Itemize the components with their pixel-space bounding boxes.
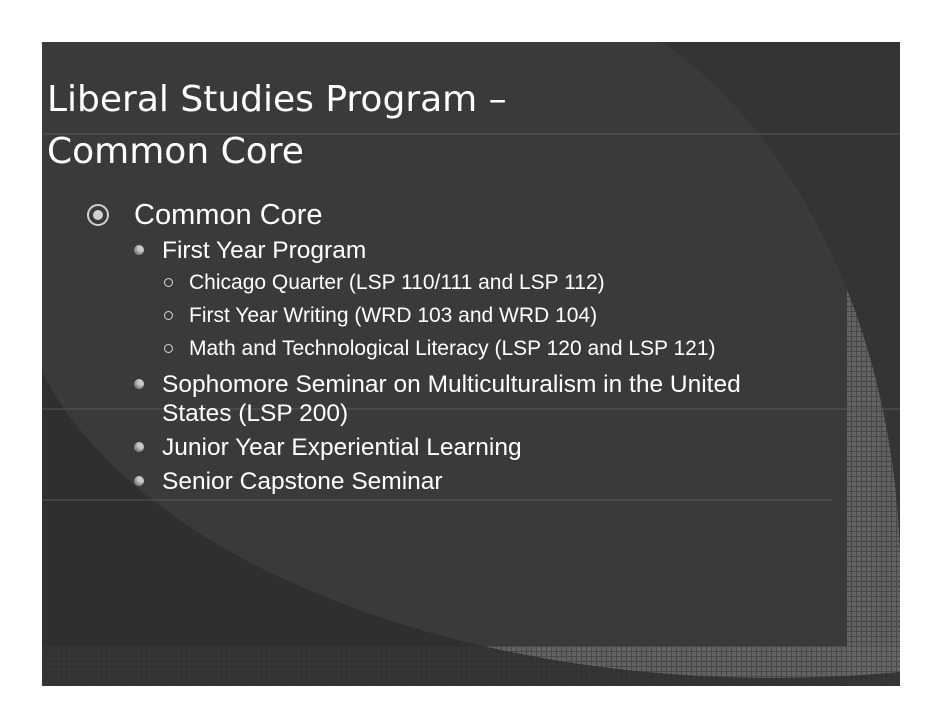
sophomore-seminar-label: Sophomore Seminar on Multiculturalism in the United States (LSP 200) bbox=[162, 371, 741, 427]
target-bullet-icon bbox=[86, 203, 110, 227]
list-item-senior-capstone bbox=[134, 467, 762, 496]
common-core-label: Common Core bbox=[134, 199, 323, 231]
ring-bullet-icon bbox=[164, 311, 173, 320]
chicago-quarter-label: Chicago Quarter (LSP 110/111 and LSP 112) bbox=[189, 271, 605, 294]
title-line-1: Liberal Studies Program – bbox=[47, 79, 507, 120]
list-item-junior-year bbox=[134, 433, 762, 462]
slide-title bbox=[47, 74, 507, 178]
dot-bullet-icon bbox=[134, 245, 144, 255]
list-item-common-core bbox=[84, 192, 762, 496]
list-item-first-year-program bbox=[134, 236, 762, 361]
list-item-chicago-quarter bbox=[162, 271, 762, 295]
junior-year-label: Junior Year Experiential Learning bbox=[162, 434, 522, 461]
first-year-writing-label: First Year Writing (WRD 103 and WRD 104) bbox=[189, 304, 598, 327]
dot-bullet-icon bbox=[134, 442, 144, 452]
list-item-sophomore-seminar bbox=[134, 370, 762, 428]
dot-bullet-icon bbox=[134, 476, 144, 486]
sub-list bbox=[84, 236, 762, 496]
list-item-math-tech-literacy bbox=[162, 337, 749, 361]
title-line-2: Common Core bbox=[47, 131, 304, 172]
bullet-list bbox=[84, 192, 762, 501]
math-tech-literacy-label: Math and Technological Literacy (LSP 120 and LSP 121) bbox=[189, 337, 716, 360]
first-year-sublist bbox=[162, 271, 762, 361]
senior-capstone-label: Senior Capstone Seminar bbox=[162, 468, 443, 495]
dot-bullet-icon bbox=[134, 379, 144, 389]
ring-bullet-icon bbox=[164, 278, 173, 287]
ring-bullet-icon bbox=[164, 344, 173, 353]
list-item-first-year-writing bbox=[162, 304, 762, 328]
first-year-program-label: First Year Program bbox=[162, 237, 367, 264]
